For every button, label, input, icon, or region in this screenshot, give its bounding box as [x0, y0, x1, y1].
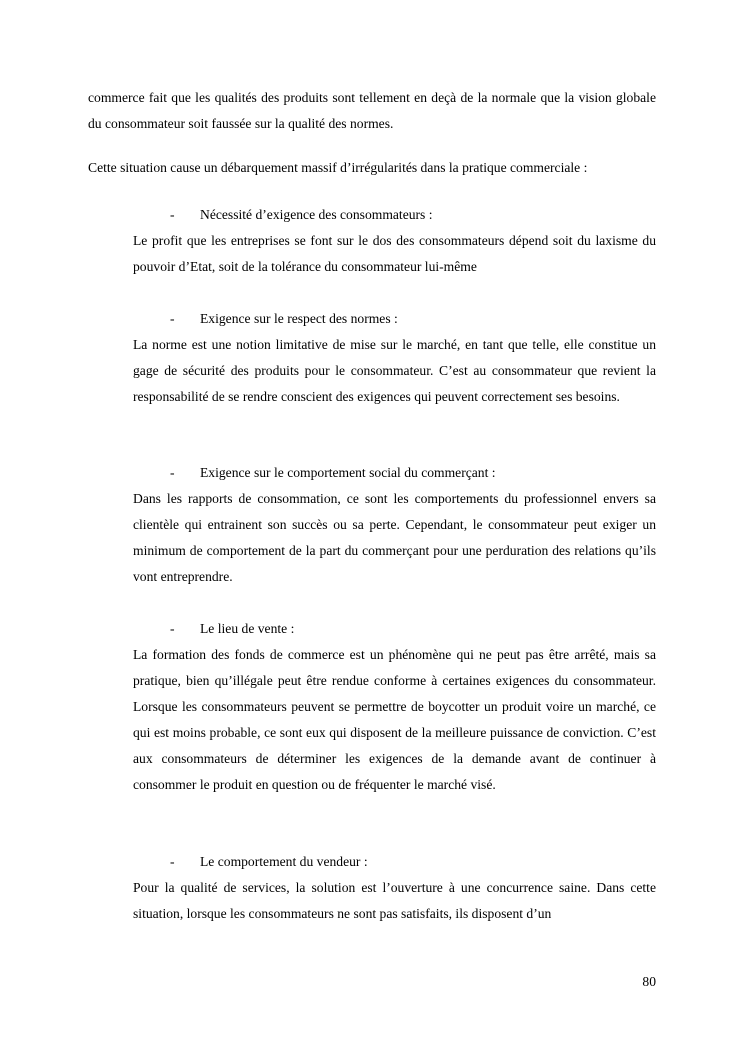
section-body: Dans les rapports de consommation, ce sont les comportements du professionnel envers sa clientèle qui entrainent son succès ou sa perte. Cependant, le consommateur peut exiger un minimum de comportement de la part du commerçant pour une perduration des relations qu’ils vont entreprendre.	[133, 491, 656, 584]
intro-paragraph: commerce fait que les qualités des produits sont tellement en deçà de la normale que la vision globale du consommateur soit faussée sur la qualité des normes.	[88, 90, 656, 131]
section-body: Pour la qualité de services, la solution est l’ouverture à une concurrence saine. Dans cette situation, lorsque les consommateurs ne sont pas satisfaits, ils disposent d’un	[133, 880, 656, 921]
bullet-dash: -	[170, 207, 175, 222]
section-body: La norme est une notion limitative de mise sur le marché, en tant que telle, elle constitue un gage de sécurité des produits pour le consommateur. C’est au consommateur que revient la responsabilité de se rendre conscient des exigences qui peuvent correctement ses besoins.	[133, 337, 656, 404]
section-heading-text: Nécessité d’exigence des consommateurs :	[200, 207, 433, 222]
section-heading-text: Le lieu de vente :	[200, 621, 295, 636]
section-heading	[170, 463, 496, 483]
bullet-dash: -	[170, 854, 175, 869]
bullet-dash: -	[170, 621, 175, 636]
section-heading	[170, 852, 368, 872]
bullet-dash: -	[170, 465, 175, 480]
page-number: 80	[642, 974, 656, 989]
section-heading	[170, 309, 398, 329]
section-heading	[170, 205, 433, 225]
bullet-dash: -	[170, 311, 175, 326]
section-heading-text: Exigence sur le comportement social du commerçant :	[200, 465, 496, 480]
section-heading-text: Exigence sur le respect des normes :	[200, 311, 398, 326]
section-body: Le profit que les entreprises se font sur le dos des consommateurs dépend soit du laxisme du pouvoir d’Etat, soit de la tolérance du consommateur lui-même	[133, 233, 656, 274]
section-body: La formation des fonds de commerce est un phénomène qui ne peut pas être arrêté, mais sa pratique, bien qu’illégale peut être rendue conforme à certaines exigences du consommateur. Lorsque les consommateurs peuvent se permettre de boycotter un produit voire un marché, ce qui est moins probable, ce sont eux qui disposent de la meilleure puissance de conviction. C’est aux consommateurs de déterminer les exigences de la demande avant de continuer à consommer le produit en question ou de fréquenter le marché visé.	[133, 647, 656, 792]
section-heading	[170, 619, 294, 639]
section-heading-text: Le comportement du vendeur :	[200, 854, 368, 869]
intro-paragraph: Cette situation cause un débarquement massif d’irrégularités dans la pratique commerciale :	[88, 160, 588, 175]
